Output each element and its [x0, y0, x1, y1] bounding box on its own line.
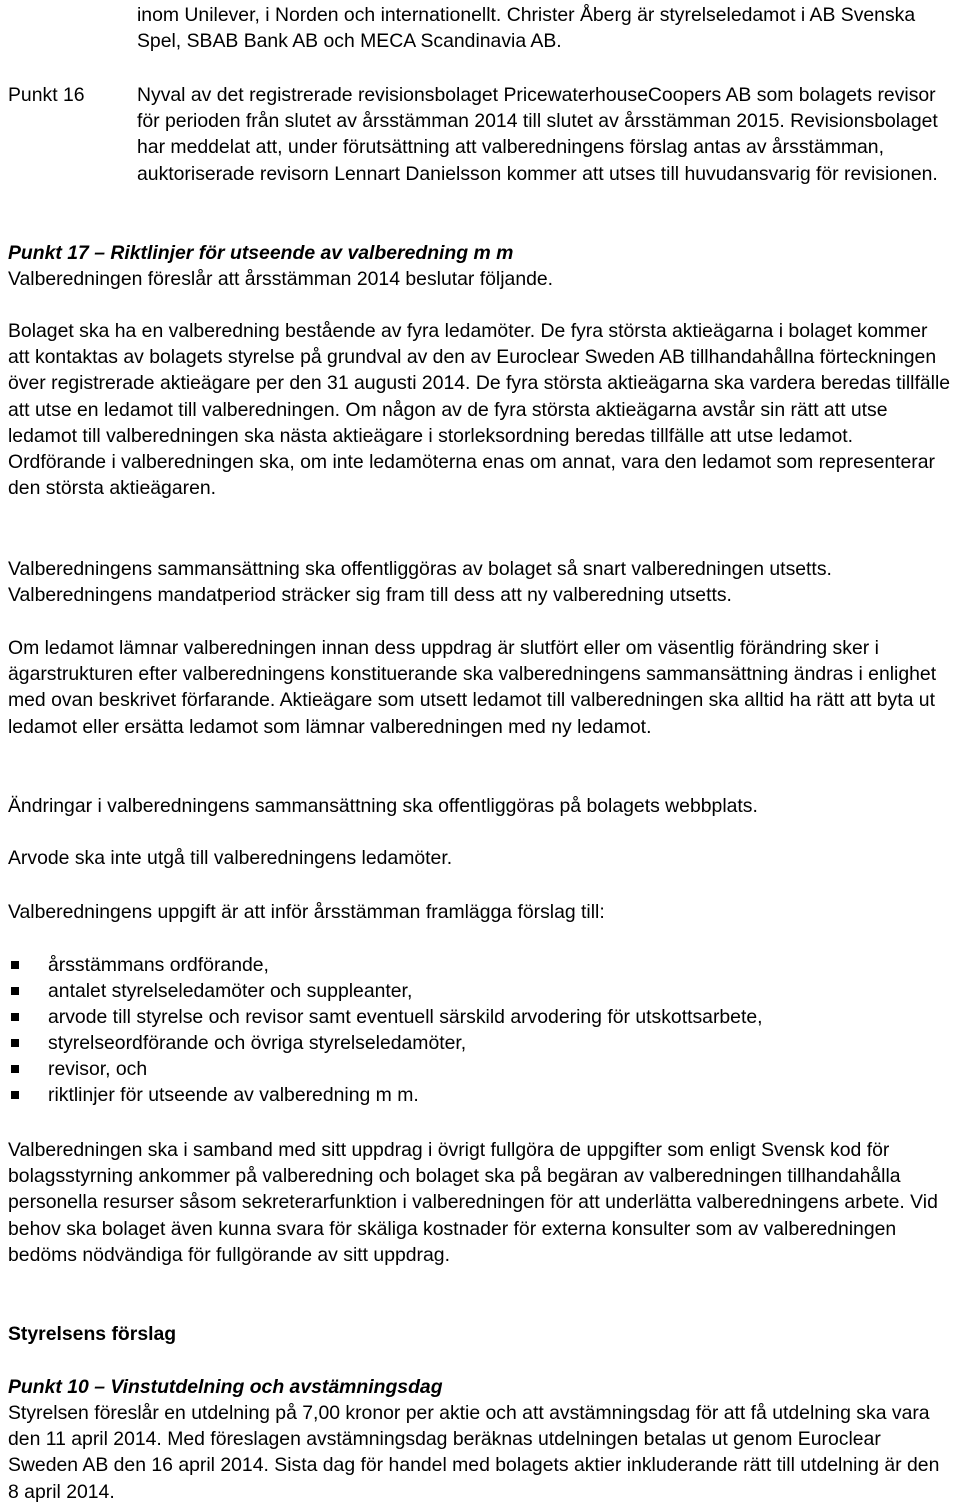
punkt16-paragraph: Nyval av det registrerade revisionsbolaget PricewaterhouseCoopers AB som bolagets revisor för perioden från slutet av årsstämman 2014 till slutet av årsstämman 2015. Revisionsbolaget har meddelat att, under förutsättning att valberedningens förslag antas av årsstämman, auktoriserade revisorn Lennart Danielsson kommer att utses till huvudansvarig för revisionen. — [137, 84, 938, 185]
intro-paragraph: inom Unilever, i Norden och internationellt. Christer Åberg är styrelseledamot i AB Svenska Spel, SBAB Bank AB och MECA Scandinavia AB. — [137, 4, 916, 53]
punkt17-paragraph-3: Om ledamot lämnar valberedningen innan dess uppdrag är slutfört eller om väsentlig förändring sker i ägarstrukturen efter valberedningens konstituerande ska valberedningens sammansättning ändras i enlighet med ovan beskrivet förfarande. Aktieägare som utsett ledamot till valberedningen ska alltid ha rätt att byta ut ledamot eller ersätta ledamot som lämnar valberedningen med ny ledamot. — [8, 637, 937, 738]
punkt17-paragraph-7: Valberedningen ska i samband med sitt uppdrag i övrigt fullgöra de uppgifter som enligt Svensk kod för bolagsstyrning ankommer på valberedning och bolaget ska på begäran av valberedningen tillhandahålla personella resurser såsom sekreterarfunktion i valberedningen för att underlätta valberedningens arbete. Vid behov ska bolaget även kunna svara för skäliga kostnader för externa konsulter som av valberedningen bedöms nödvändiga för fullgörande av sitt uppdrag. — [8, 1139, 938, 1266]
list-item-text: arvode till styrelse och revisor samt eventuell särskild arvodering för utskottsarbete, — [48, 1006, 763, 1028]
list-item-text: styrelseordförande och övriga styrelseledamöter, — [48, 1032, 467, 1054]
punkt17-lead: Valberedningen föreslår att årsstämman 2014 beslutar följande. — [8, 268, 554, 290]
square-bullet-icon — [11, 1039, 19, 1047]
list-item-text: årsstämmans ordförande, — [48, 954, 269, 976]
square-bullet-icon — [11, 1091, 19, 1099]
punkt16-label: Punkt 16 — [8, 84, 85, 106]
punkt17-heading: Punkt 17 – Riktlinjer för utseende av valberedning m m — [8, 242, 514, 264]
punkt17-paragraph-2: Valberedningens sammansättning ska offentliggöras av bolaget så snart valberedningen utsetts. Valberedningens mandatperiod sträcker sig fram till dess att ny valberedning utsetts. — [8, 558, 832, 607]
punkt10-paragraph: Styrelsen föreslår en utdelning på 7,00 kronor per aktie och att avstämningsdag för att få utdelning ska vara den 11 april 2014. Med föreslagen avstämningsdag beräknas utdelningen betalas ut genom Euroclear Sweden AB den 16 april 2014. Sista dag för handel med bolagets aktier inkluderande rätt till utdelning är den 8 april 2014. — [8, 1402, 940, 1503]
styrelsens-forslag-heading: Styrelsens förslag — [8, 1323, 177, 1345]
list-item-text: antalet styrelseledamöter och suppleanter, — [48, 980, 413, 1002]
list-item-text: revisor, och — [48, 1058, 148, 1080]
square-bullet-icon — [11, 1013, 19, 1021]
punkt17-paragraph-6: Valberedningens uppgift är att inför årsstämman framlägga förslag till: — [8, 901, 605, 923]
square-bullet-icon — [11, 1065, 19, 1073]
punkt10-heading: Punkt 10 – Vinstutdelning och avstämningsdag — [8, 1376, 443, 1398]
square-bullet-icon — [11, 987, 19, 995]
punkt17-paragraph-1: Bolaget ska ha en valberedning bestående av fyra ledamöter. De fyra största aktieägarna i bolaget kommer att kontaktas av bolagets styrelse på grundval av den av Euroclear Sweden AB tillhandahållna förteckningen över registrerade aktieägare per den 31 augusti 2014. De fyra största aktieägarna ska vardera beredas tillfälle att utse en ledamot till valberedningen. Om någon av de fyra största aktieägarna avstår sin rätt att utse ledamot till valberedningen ska nästa aktieägare i storleksordning beredas tillfälle att utse ledamot. Ordförande i valberedningen ska, om inte ledamöterna enas om annat, vara den ledamot som representerar den största aktieägaren. — [8, 320, 951, 500]
punkt17-paragraph-5: Arvode ska inte utgå till valberedningens ledamöter. — [8, 847, 453, 869]
list-item-text: riktlinjer för utseende av valberedning m m. — [48, 1084, 419, 1106]
square-bullet-icon — [11, 961, 19, 969]
punkt17-paragraph-4: Ändringar i valberedningens sammansättning ska offentliggöras på bolagets webbplats. — [8, 795, 758, 817]
